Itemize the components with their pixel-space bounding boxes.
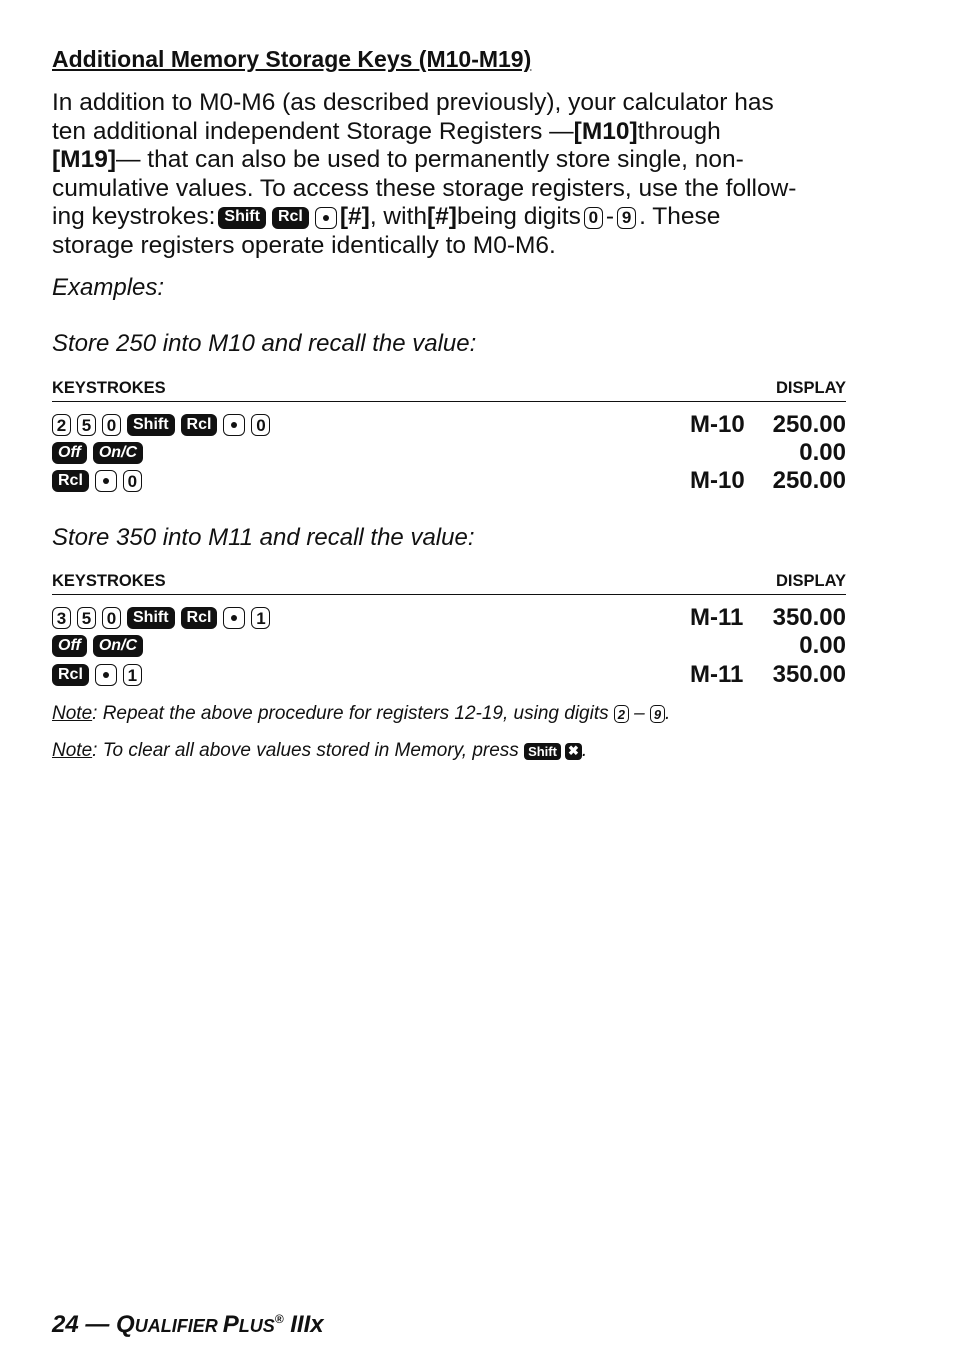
- keystrokes-header: KEYSTROKES: [52, 379, 166, 397]
- keystroke-sequence: [52, 607, 270, 629]
- footer-text: LUS: [238, 1316, 275, 1336]
- para-line-6: storage registers operate identically to M0-M6.: [52, 231, 556, 259]
- digit-0-key-icon: 0: [251, 414, 270, 436]
- example1-title: Store 250 into M10 and recall the value:: [52, 330, 477, 357]
- decimal-key-icon: [95, 664, 117, 686]
- text: ing keystrokes:: [52, 203, 216, 231]
- para-line-3: [52, 146, 852, 175]
- keystroke-sequence: [52, 442, 143, 464]
- digit-3-key-icon: 3: [52, 607, 71, 629]
- intro-paragraph: [52, 89, 852, 261]
- section-heading: Additional Memory Storage Keys (M10-M19): [52, 46, 532, 72]
- display-register: M-10: [690, 467, 745, 494]
- onc-key-icon: On/C: [93, 442, 143, 464]
- example2-title: Store 350 into M11 and recall the value:: [52, 524, 475, 551]
- table-row: [52, 439, 846, 467]
- display-number: 350.00: [772, 604, 846, 631]
- note-text: .: [581, 740, 588, 761]
- digit-5-key-icon: 5: [77, 414, 96, 436]
- rcl-key-icon: Rcl: [272, 207, 309, 229]
- note-text: –: [628, 703, 651, 724]
- digit-0-key-icon: 0: [123, 470, 142, 492]
- digit-2-key-icon: 2: [52, 414, 71, 436]
- note-text: .: [665, 703, 671, 724]
- example2-table-header: [52, 572, 846, 595]
- text: — that can also be used to permanently store single, non-: [115, 146, 744, 174]
- table-row: [52, 661, 846, 689]
- display-register: [690, 632, 750, 660]
- shift-key-icon: Shift: [127, 414, 175, 436]
- display-value: [690, 632, 846, 660]
- keystroke-sequence: [52, 470, 142, 492]
- display-value: [690, 467, 846, 495]
- display-header: DISPLAY: [776, 379, 846, 397]
- table-row: [52, 411, 846, 439]
- footer-text: UALIFIER: [134, 1316, 223, 1336]
- text: . These: [639, 203, 721, 231]
- display-value: [690, 411, 846, 439]
- rcl-key-icon: Rcl: [52, 470, 89, 492]
- note-repeat: [52, 703, 670, 725]
- examples-label: Examples:: [52, 274, 165, 301]
- decimal-key-icon: [223, 414, 245, 436]
- off-key-icon: Off: [52, 442, 87, 464]
- hash-label: [#]: [339, 203, 370, 231]
- digit-5-key-icon: 5: [77, 607, 96, 629]
- digit-0-key-icon: 0: [584, 207, 603, 229]
- digit-9-key-icon: 9: [650, 705, 665, 723]
- para-line-2: [52, 118, 852, 147]
- keystroke-sequence: [52, 414, 270, 436]
- registered-mark: ®: [274, 1312, 284, 1326]
- note-text: : Repeat the above procedure for registers 12-19, using digits: [92, 703, 614, 724]
- shift-key-icon: Shift: [218, 207, 266, 229]
- decimal-key-icon: [223, 607, 245, 629]
- table-row: [52, 467, 846, 495]
- display-register: M-11: [690, 661, 744, 688]
- rcl-key-icon: Rcl: [181, 414, 218, 436]
- m19-label: [M19]: [52, 146, 116, 174]
- digit-9-key-icon: 9: [617, 207, 636, 229]
- display-register: M-11: [690, 604, 744, 631]
- para-line-5: [52, 203, 852, 232]
- table-row: [52, 632, 846, 660]
- off-key-icon: Off: [52, 635, 87, 657]
- para-line-1: In addition to M0-M6 (as described previously), your calculator has: [52, 89, 774, 116]
- display-number: 0.00: [799, 439, 846, 466]
- digit-1-key-icon: 1: [123, 664, 142, 686]
- decimal-key-icon: [95, 470, 117, 492]
- keystroke-sequence: [52, 635, 143, 657]
- text: ten additional independent Storage Registers —: [52, 117, 574, 145]
- digit-2-key-icon: 2: [614, 705, 629, 723]
- shift-key-icon: Shift: [524, 743, 561, 760]
- m10-label: [M10]: [573, 117, 638, 145]
- rcl-key-icon: Rcl: [52, 664, 89, 686]
- text: being digits: [456, 203, 581, 231]
- digit-0-key-icon: 0: [102, 414, 121, 436]
- note-clear: [52, 740, 587, 762]
- decimal-key-icon: [315, 207, 337, 229]
- note-word: Note: [52, 740, 93, 761]
- display-value: [690, 661, 846, 689]
- clear-x-key-icon: ✖: [565, 743, 582, 760]
- page-number: 24 —: [52, 1311, 117, 1338]
- digit-1-key-icon: 1: [251, 607, 270, 629]
- footer-text: Q: [116, 1311, 135, 1338]
- note-word: Note: [52, 703, 93, 724]
- display-number: 250.00: [772, 467, 846, 494]
- display-register: M-10: [690, 411, 745, 438]
- footer-text: P: [222, 1311, 239, 1338]
- onc-key-icon: On/C: [93, 635, 143, 657]
- rcl-key-icon: Rcl: [181, 607, 218, 629]
- text: through: [637, 117, 721, 145]
- text: , with: [369, 203, 427, 231]
- para-line-4: cumulative values. To access these storage registers, use the follow-: [52, 174, 797, 202]
- shift-key-icon: Shift: [127, 607, 175, 629]
- keystroke-sequence: [52, 664, 142, 686]
- digit-0-key-icon: 0: [102, 607, 121, 629]
- display-value: [690, 439, 846, 467]
- table-row: [52, 604, 846, 632]
- display-number: 250.00: [772, 411, 846, 438]
- display-number: 0.00: [799, 632, 846, 659]
- note-text: : To clear all above values stored in Memory, press: [92, 740, 525, 761]
- display-number: 350.00: [772, 661, 846, 688]
- display-value: [690, 604, 846, 632]
- hash-label: [#]: [427, 203, 457, 231]
- model-name: IIIx: [283, 1311, 324, 1338]
- display-header: DISPLAY: [776, 572, 846, 590]
- keystrokes-header: KEYSTROKES: [52, 572, 166, 590]
- page-footer: [52, 1311, 324, 1339]
- display-register: [690, 439, 750, 467]
- text: -: [605, 203, 615, 231]
- example1-table-header: [52, 379, 846, 402]
